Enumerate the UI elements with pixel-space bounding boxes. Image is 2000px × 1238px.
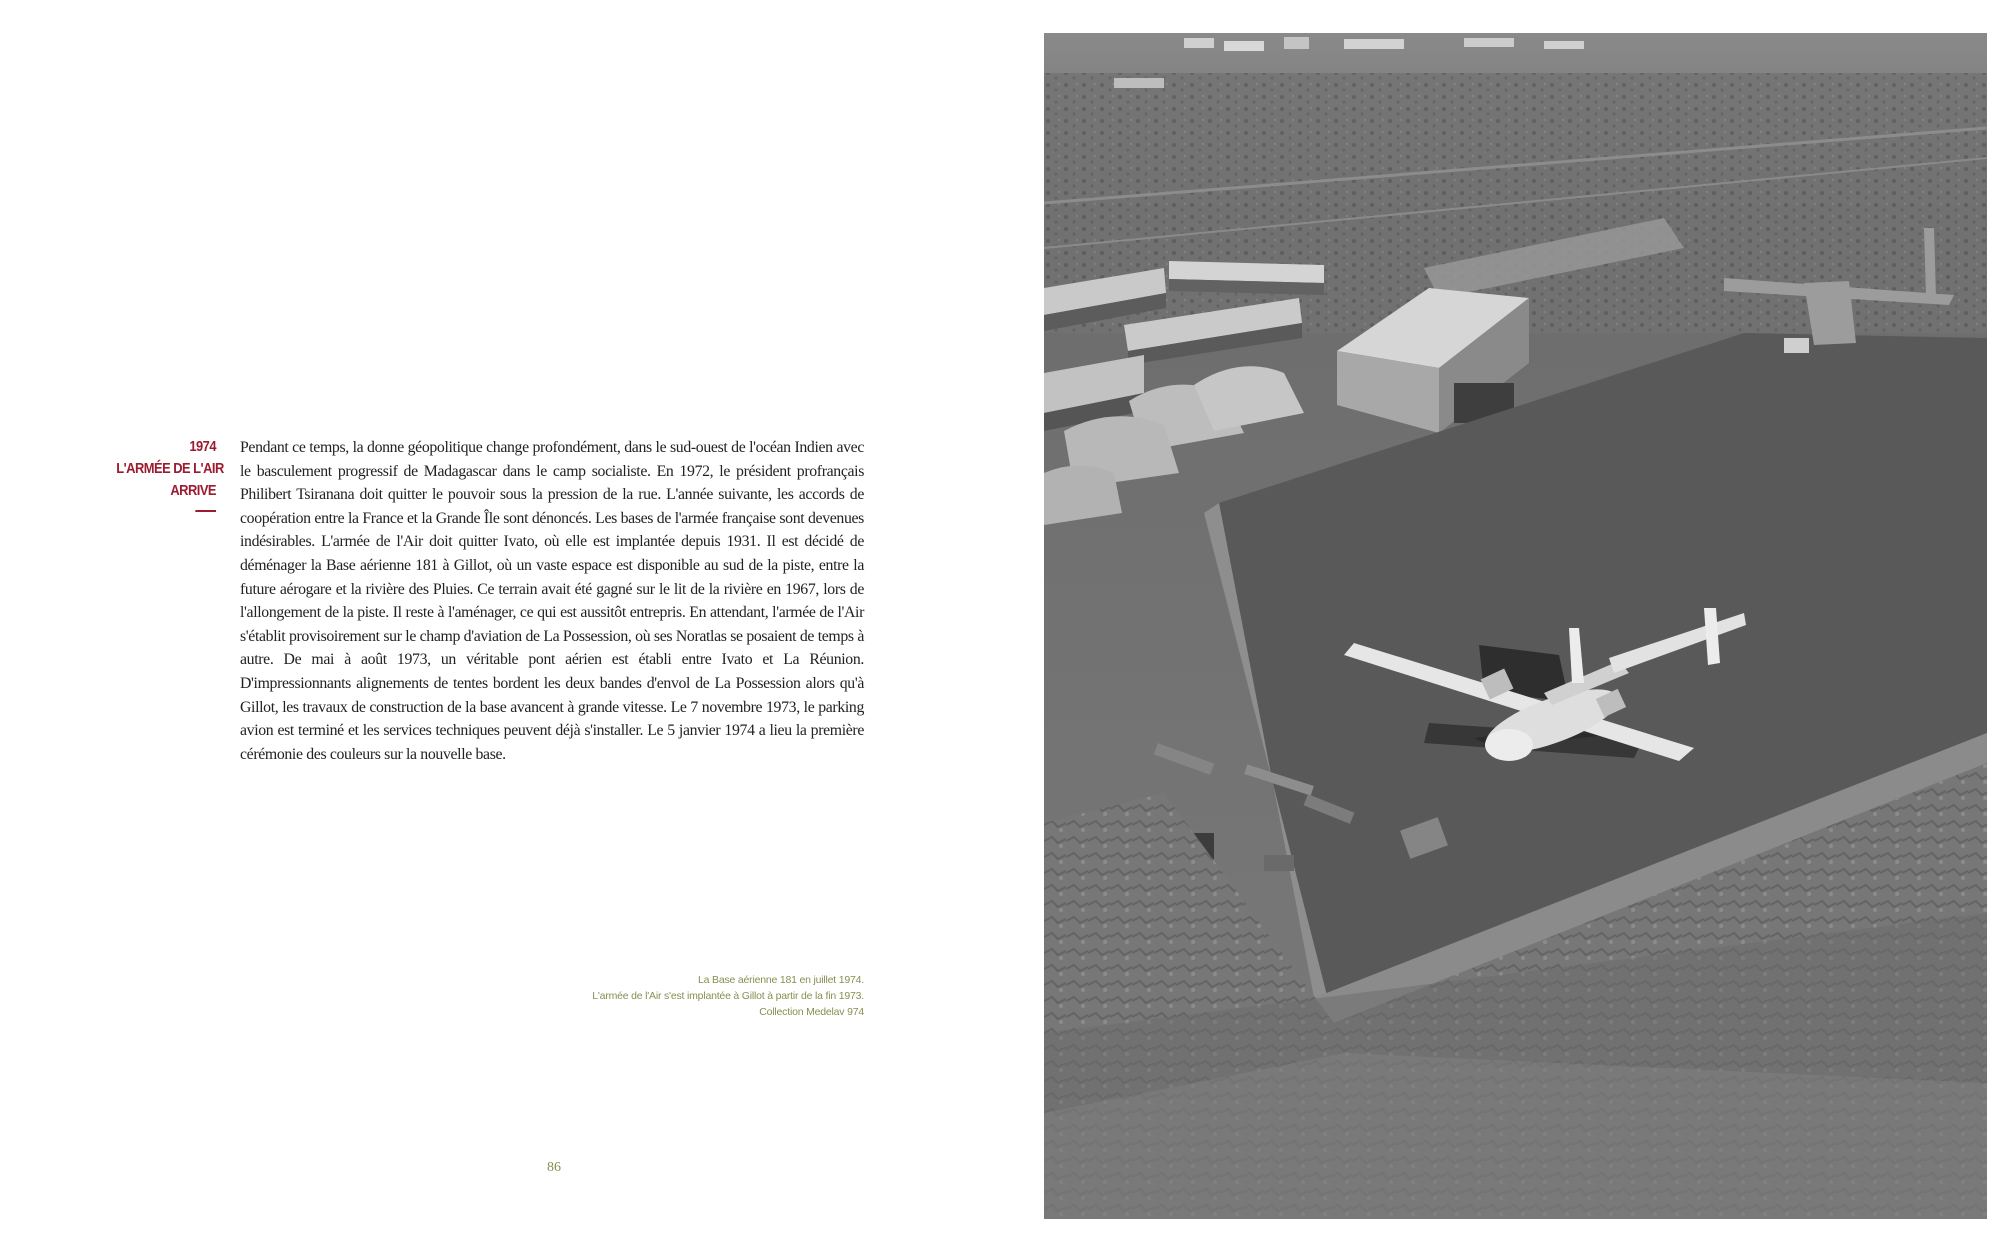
aerial-photo-airbase — [1044, 33, 1987, 1219]
section-sidehead — [116, 436, 224, 512]
sidehead-rule — [195, 510, 216, 512]
body-paragraph: Pendant ce temps, la donne géopolitique change profondément, dans le sud-ouest de l'océan Indien avec le basculement progressif de Madagascar dans le camp socialiste. En 1972, le président profrançais Philibert Tsiranana doit quitter le pouvoir sous la pression de la rue. L'année suivante, les accords de coopération entre la France et la Grande Île sont dénoncés. Les bases de l'armée française sont devenues indésirables. L'armée de l'Air doit quitter Ivato, où elle est implantée depuis 1931. Il est décidé de déménager la Base aérienne 181 à Gillot, où un vaste espace est disponible au sud de la piste, entre la future aérogare et la rivière des Pluies. Ce terrain avait été gagné sur le lit de la rivière en 1967, lors de l'allongement de la piste. Il reste à l'aménager, ce qui est aussitôt entrepris. En attendant, l'armée de l'Air s'établit provisoirement sur le champ d'aviation de La Possession, où ses Noratlas se posaient de temps à autre. De mai à août 1973, un véritable pont aérien est établi entre Ivato et La Réunion. D'impressionnants alignements de tentes bordent les deux bandes d'envol de La Possession alors qu'à Gillot, les travaux de construction de la base avancent à grande vitesse. Le 7 novembre 1973, le parking avion est terminé et les services techniques peuvent déjà s'installer. Le 5 janvier 1974 a lieu la première cérémonie des couleurs sur la nouvelle base. — [240, 439, 864, 763]
photo-caption — [500, 972, 864, 1020]
page-number: 86 — [547, 1160, 561, 1175]
sidehead-year: 1974 — [189, 438, 216, 455]
caption-line-1: La Base aérienne 181 en juillet 1974. — [698, 974, 864, 986]
sidehead-title-line2: ARRIVE — [170, 482, 216, 499]
sidehead-title-line1: L'ARMÉE DE L'AIR — [116, 460, 224, 477]
caption-line-2: L'armée de l'Air s'est implantée à Gillot à partir de la fin 1973. — [592, 990, 864, 1002]
caption-line-3: Collection Medelav 974 — [759, 1006, 864, 1018]
